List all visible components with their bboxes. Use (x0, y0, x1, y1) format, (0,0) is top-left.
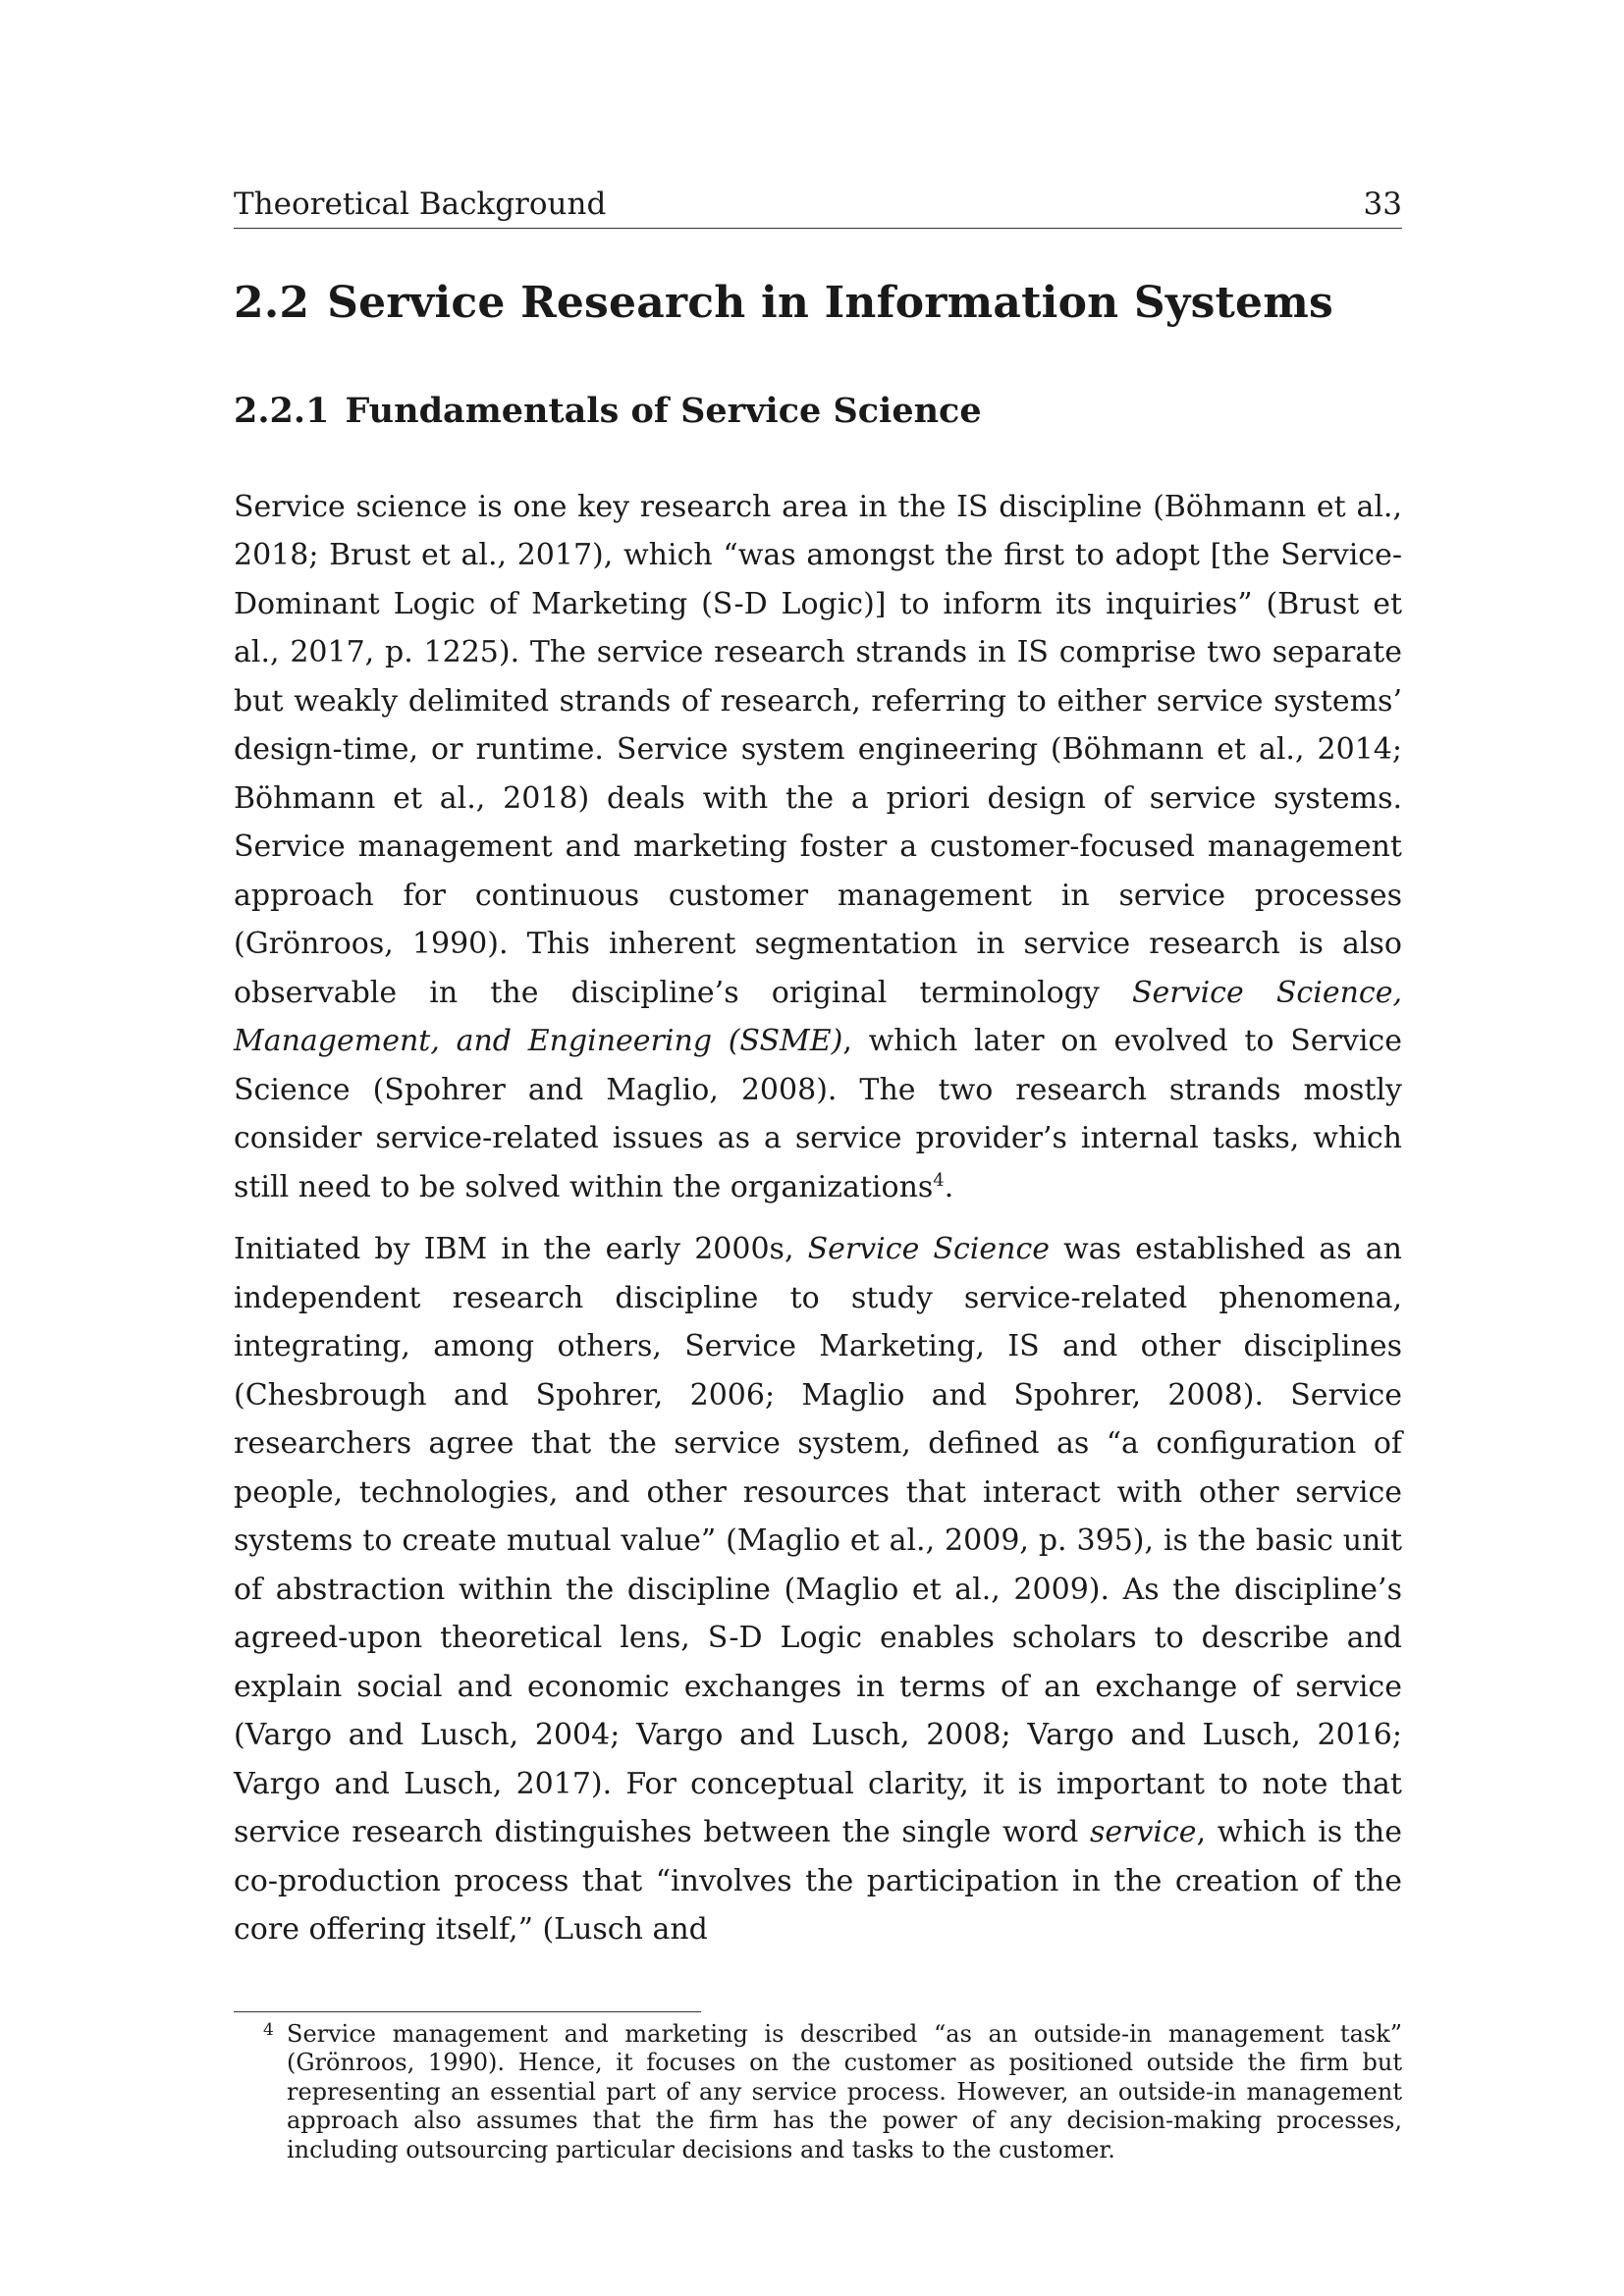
footnote-mark: 4 (263, 2019, 274, 2040)
paragraph-2 (234, 1225, 1402, 1954)
paragraph-1 (234, 483, 1402, 1212)
paragraph-1-text-c: . (944, 1169, 954, 1204)
section-number: 2.2 (234, 278, 310, 328)
page-number: 33 (1363, 187, 1402, 222)
paragraph-1-text-a: Service science is one key research area in the IS discipline (Böhmann et al., 2018; Brust et al., 2017), which “was amongst the first to adopt [the Service-Dominant Logic of Marketing (S-D Logic)] to inform its inquiries” (Brust et al., 2017, p. 1225). The service research strands in IS comprise two separate but weakly delimited strands of research, referring to either service systems’ design-time, or runtime. Service system engineering (Böhmann et al., 2014; Böhmann et al., 2018) deals with the a priori design of service systems. Service management and marketing foster a customer-focused management approach for continuous customer management in service processes (Grönroos, 1990). This inherent segmentation in service research is also observable in the discipline’s original terminology (234, 489, 1402, 1010)
section-heading (234, 278, 1402, 330)
paragraph-1-text-b: , which later on evolved to Service Science (Spohrer and Maglio, 2008). The two research strands mostly consider service-related issues as a service provider’s internal tasks, which still need to be solved within the organizations (234, 1024, 1402, 1204)
running-title: Theoretical Background (234, 187, 607, 222)
subsection-number: 2.2.1 (234, 390, 330, 431)
body-text (234, 483, 1402, 1954)
paragraph-2-italic-service-science: Service Science (807, 1232, 1050, 1267)
subsection-title: Fundamentals of Service Science (345, 390, 982, 431)
footnote-reference[interactable]: 4 (933, 1169, 945, 1191)
paragraph-2-text-c: , which is the co-production process that “involves the participation in the creation of the core offering itself,” (Lusch and (234, 1815, 1403, 1948)
paragraph-2-text-a: Initiated by IBM in the early 2000s, (234, 1232, 808, 1267)
subsection-heading (234, 391, 1402, 432)
footnote-text: Service management and marketing is described “as an outside-in management task” (Grönroos, 1990). Hence, it focuses on the customer as positioned outside the firm but representing an essential part of any service process. However, an outside-in management approach also assumes that the firm has the power of any decision-making processes, including outsourcing particular decisions and tasks to the customer. (287, 2019, 1402, 2163)
paragraph-2-text-b: was established as an independent research discipline to study service-related phenomena, integrating, among others, Service Marketing, IS and other disciplines (Chesbrough and Spohrer, 2006; Maglio and Spohrer, 2008). Service researchers agree that the service system, defined as “a configuration of people, technologies, and other resources that interact with other service systems to create mutual value” (Maglio et al., 2009, p. 395), is the basic unit of abstraction within the discipline (Maglio et al., 2009). As the discipline’s agreed-upon theoretical lens, S-D Logic enables scholars to describe and explain social and economic exchanges in terms of an exchange of service (Vargo and Lusch, 2004; Vargo and Lusch, 2008; Vargo and Lusch, 2016; Vargo and Lusch, 2017). For conceptual clarity, it is important to note that service research distinguishes between the single word (234, 1232, 1402, 1850)
page (234, 187, 1402, 2164)
footnote-divider (234, 2011, 701, 2012)
running-header (234, 187, 1402, 229)
footnote (234, 2020, 1402, 2165)
paragraph-1-italic-ssme: Service Science, Management, and Engineering (SSME) (234, 975, 1402, 1059)
paragraph-2-italic-service: service (1089, 1815, 1197, 1850)
section-title: Service Research in Information Systems (327, 278, 1333, 328)
